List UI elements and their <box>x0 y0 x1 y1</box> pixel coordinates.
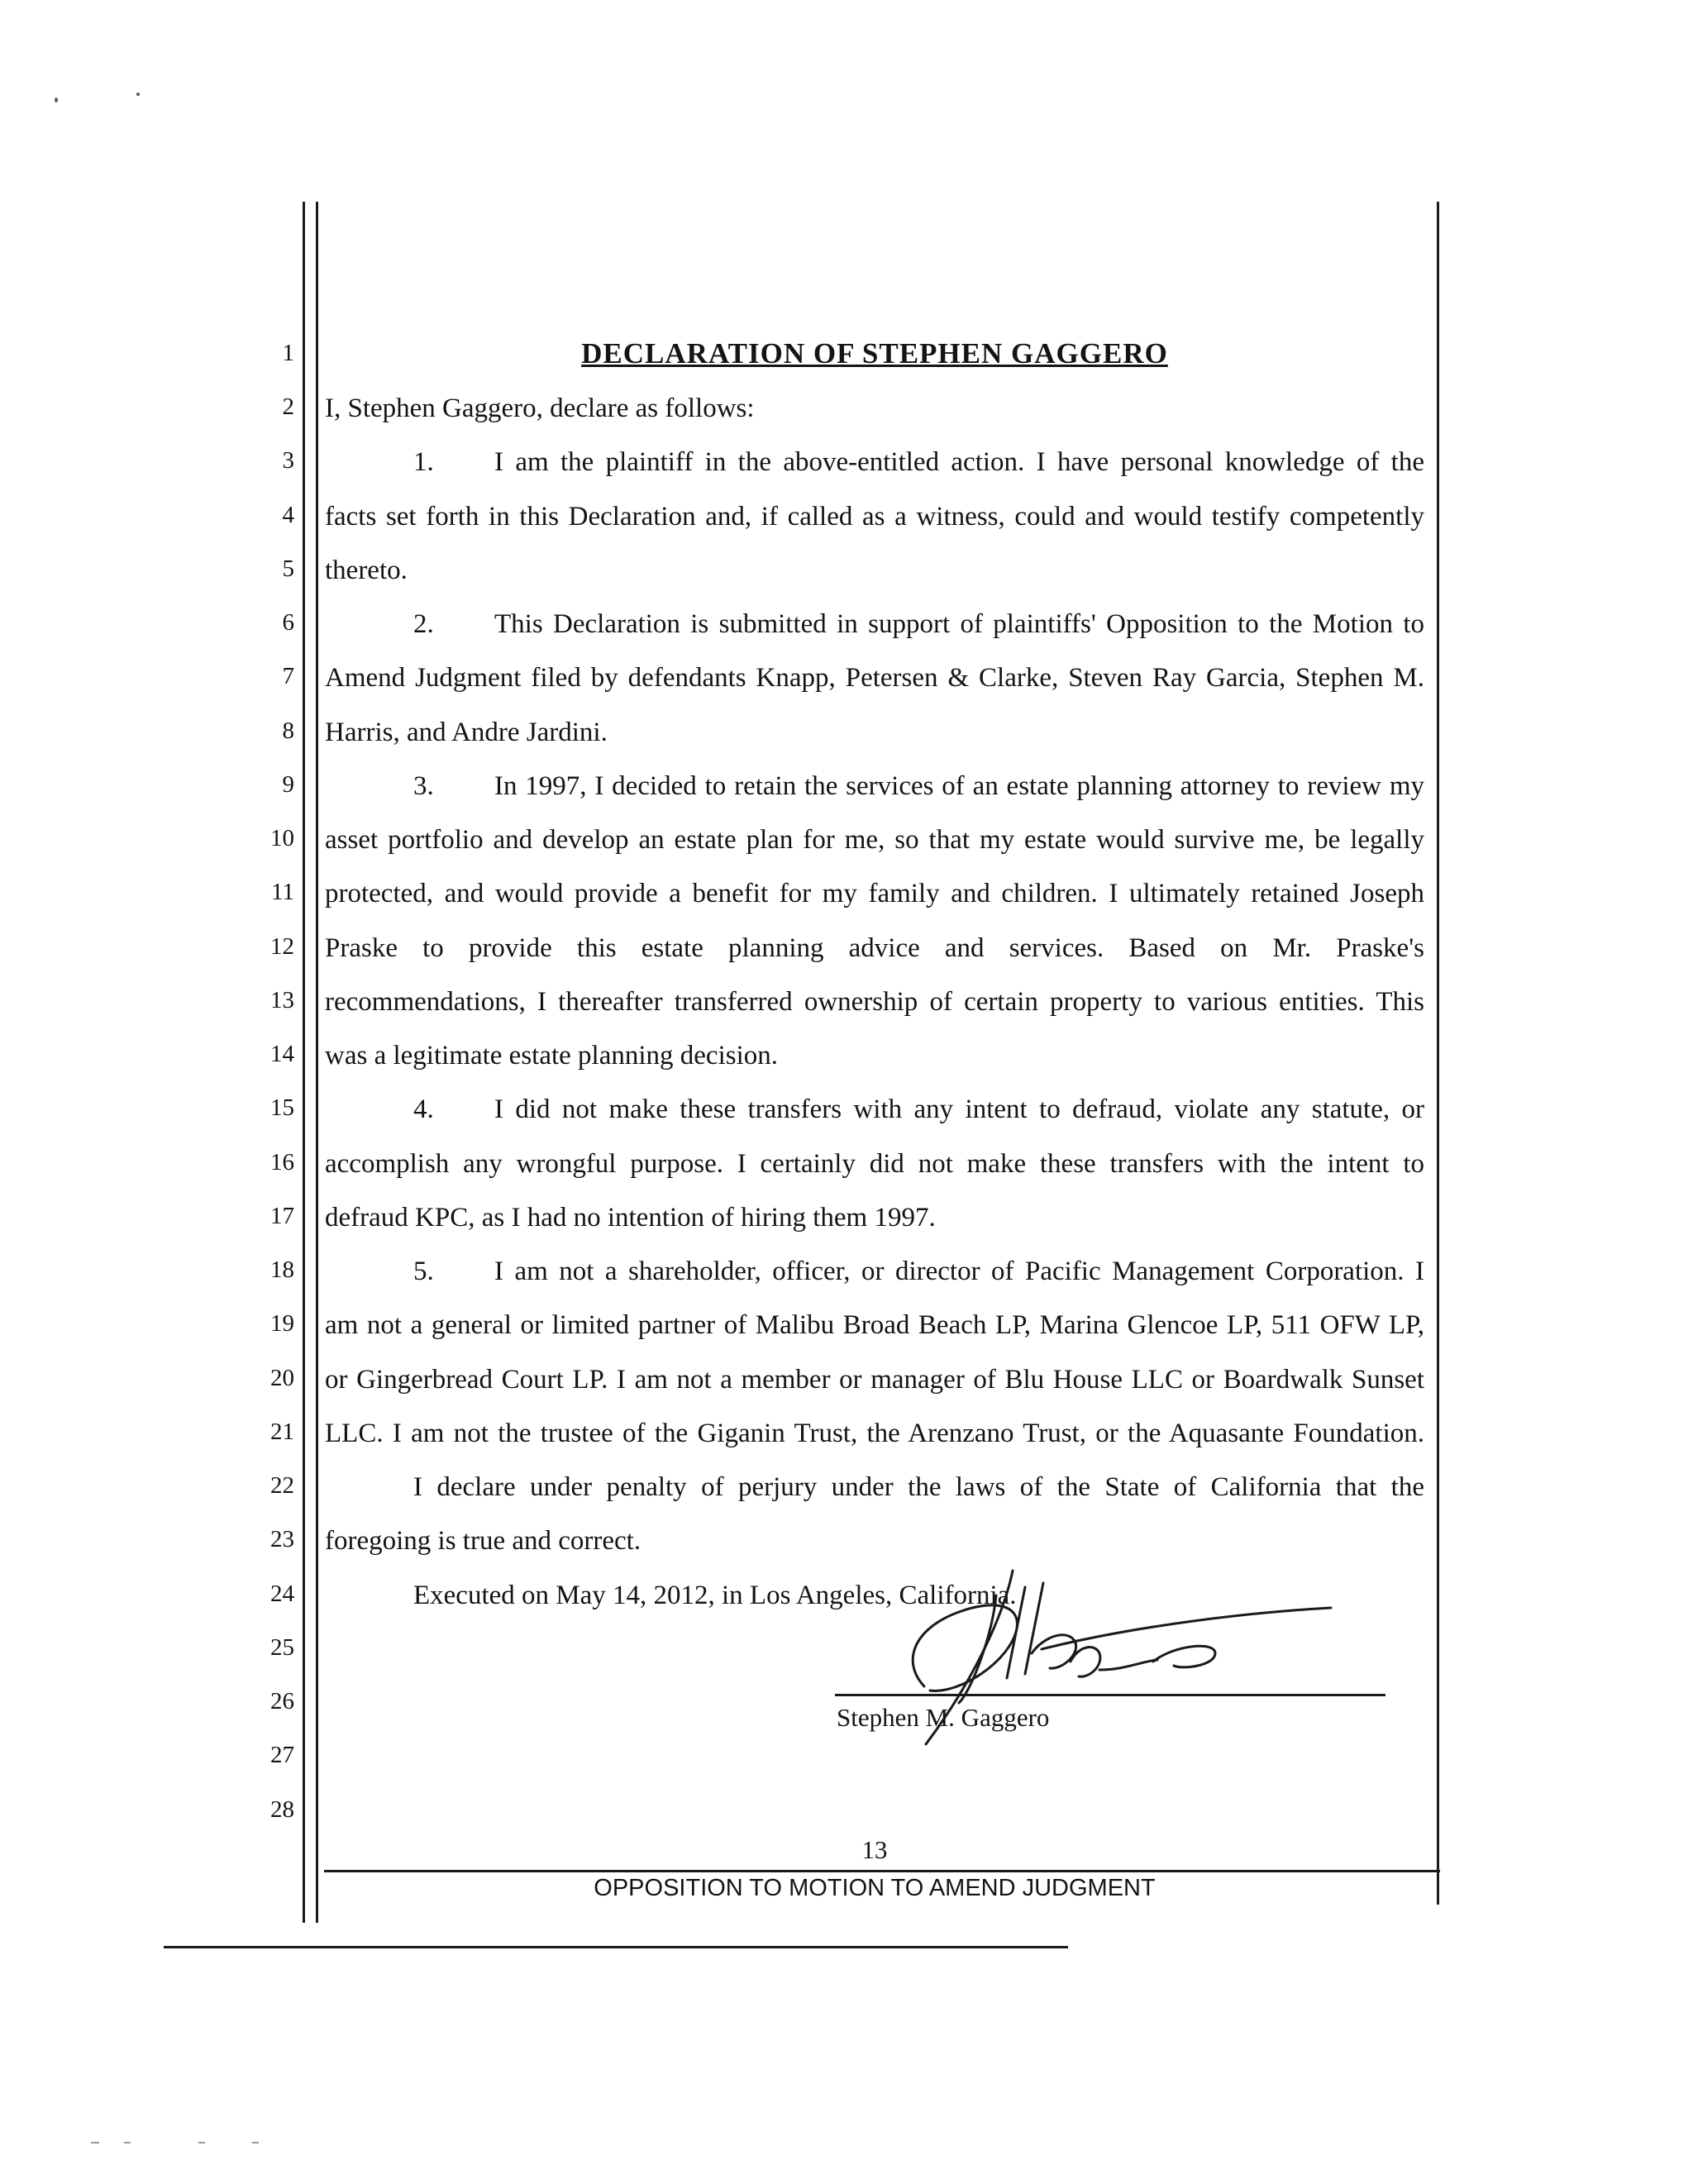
text-line: facts set forth in this Declaration and, if called as a witness, could and would testify competently <box>325 502 1424 532</box>
line-number: 22 <box>270 1472 294 1499</box>
text-line: I am not a shareholder, officer, or director of Pacific Management Corporation. I <box>494 1257 1424 1286</box>
line-number: 20 <box>270 1365 294 1391</box>
scan-speck <box>91 2142 99 2143</box>
line-number: 16 <box>270 1149 294 1175</box>
left-margin-rule <box>303 202 305 1923</box>
line-number: 6 <box>282 609 294 636</box>
footer-rule <box>324 1870 1440 1872</box>
text-line: am not a general or limited partner of Malibu Broad Beach LP, Marina Glencoe LP, 511 OFW LP, <box>325 1310 1424 1340</box>
line-number: 12 <box>270 933 294 960</box>
paragraph-number: 4. <box>413 1094 434 1124</box>
line-number: 8 <box>282 718 294 744</box>
text-line: In 1997, I decided to retain the services of an estate planning attorney to review my <box>494 771 1424 801</box>
text-line: I, Stephen Gaggero, declare as follows: <box>325 393 755 423</box>
right-margin-rule <box>1437 202 1439 1905</box>
line-number: 2 <box>282 393 294 420</box>
paragraph-2-first-line <box>413 611 1424 638</box>
paragraph-number: 1. <box>413 447 434 477</box>
text-line: protected, and would provide a benefit for my family and children. I ultimately retained Joseph <box>325 879 1424 908</box>
text-line: or Gingerbread Court LP. I am not a member or manager of Blu House LLC or Boardwalk Sunset <box>325 1365 1424 1395</box>
line-number: 24 <box>270 1581 294 1607</box>
text-line: Amend Judgment filed by defendants Knapp, Petersen & Clarke, Steven Ray Garcia, Stephen M. <box>325 663 1424 693</box>
line-number: 19 <box>270 1310 294 1337</box>
line-number: 14 <box>270 1041 294 1067</box>
text-line: This Declaration is submitted in support of plaintiffs' Opposition to the Motion to <box>494 609 1424 639</box>
scan-speck <box>136 93 140 96</box>
text-line: I declare under penalty of perjury under the laws of the State of California that the <box>413 1472 1424 1502</box>
line-number: 21 <box>270 1419 294 1445</box>
text-line: defraud KPC, as I had no intention of hiring them 1997. <box>325 1203 936 1233</box>
line-number: 13 <box>270 987 294 1013</box>
line-number: 27 <box>270 1742 294 1768</box>
line-number: 23 <box>270 1526 294 1552</box>
handwritten-signature <box>827 1538 1422 1786</box>
line-number: 15 <box>270 1094 294 1121</box>
text-line: asset portfolio and develop an estate plan for me, so that my estate would survive me, be legally <box>325 825 1424 855</box>
line-number: 9 <box>282 771 294 798</box>
execution-line: Executed on May 14, 2012, in Los Angeles, California. <box>413 1581 1017 1610</box>
signature-line <box>835 1694 1385 1696</box>
text-line: LLC. I am not the trustee of the Giganin Trust, the Arenzano Trust, or the Aquasante Foundation. <box>325 1419 1424 1448</box>
line-number: 10 <box>270 825 294 851</box>
text-line: Praske to provide this estate planning advice and services. Based on Mr. Praske's <box>325 933 1424 963</box>
paragraph-number: 5. <box>413 1257 434 1286</box>
paragraph-1-first-line <box>413 449 1424 476</box>
paragraph-5-first-line <box>413 1258 1424 1285</box>
signatory-name: Stephen M. Gaggero <box>837 1703 1050 1732</box>
paragraph-4-first-line <box>413 1096 1424 1123</box>
text-line: I am the plaintiff in the above-entitled action. I have personal knowledge of the <box>494 447 1424 477</box>
line-number: 3 <box>282 447 294 474</box>
text-line: I did not make these transfers with any intent to defraud, violate any statute, or <box>494 1094 1424 1124</box>
paragraph-number: 2. <box>413 609 434 639</box>
line-number: 11 <box>271 879 294 905</box>
text-line: was a legitimate estate planning decision. <box>325 1041 778 1071</box>
scan-speck <box>124 2142 131 2143</box>
line-number: 1 <box>282 340 294 366</box>
scan-speck <box>55 98 58 103</box>
line-number: 18 <box>270 1257 294 1283</box>
paragraph-number: 3. <box>413 771 434 801</box>
text-line: thereto. <box>325 556 408 585</box>
text-line: recommendations, I thereafter transferred ownership of certain property to various entities. This <box>325 987 1424 1017</box>
line-number: 5 <box>282 556 294 582</box>
left-margin-rule-inner <box>316 202 318 1923</box>
line-number: 25 <box>270 1634 294 1661</box>
text-line: foregoing is true and correct. <box>325 1526 641 1556</box>
line-number: 26 <box>270 1688 294 1714</box>
footer-document-title: OPPOSITION TO MOTION TO AMEND JUDGMENT <box>594 1875 1156 1901</box>
line-number: 17 <box>270 1203 294 1229</box>
document-title: DECLARATION OF STEPHEN GAGGERO <box>581 337 1168 370</box>
bottom-scan-rule <box>164 1946 1068 1948</box>
text-line: Harris, and Andre Jardini. <box>325 718 608 747</box>
page-number: 13 <box>861 1835 888 1864</box>
scan-speck <box>198 2142 205 2143</box>
line-number: 7 <box>282 663 294 689</box>
scan-speck <box>252 2142 259 2143</box>
text-line: accomplish any wrongful purpose. I certainly did not make these transfers with the intent to <box>325 1149 1424 1179</box>
paragraph-3-first-line <box>413 773 1424 800</box>
line-number: 28 <box>270 1796 294 1823</box>
line-number: 4 <box>282 502 294 528</box>
